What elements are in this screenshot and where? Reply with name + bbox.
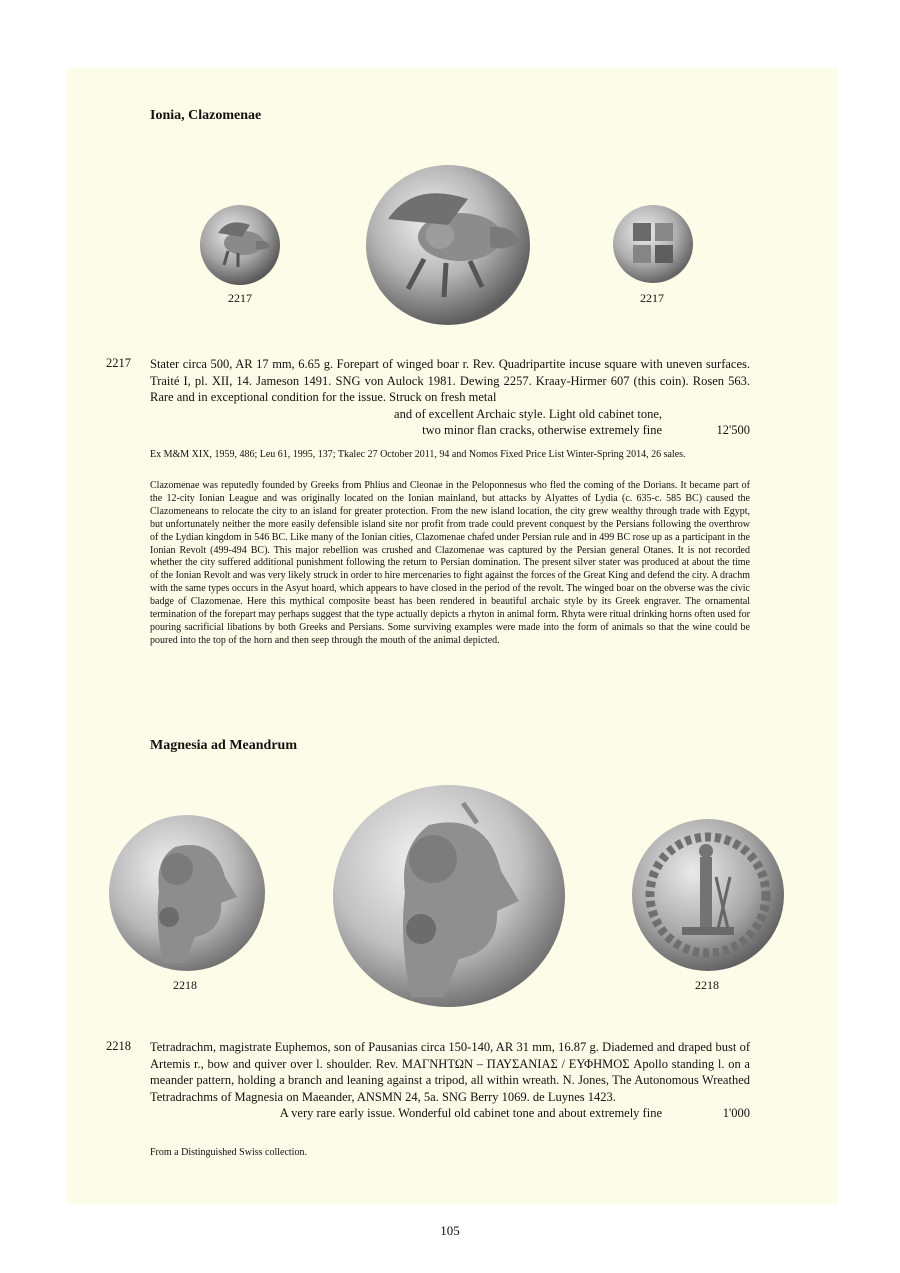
coin-2217-obverse-large-image [364, 163, 532, 327]
coin-2218-obverse-large-image [331, 783, 567, 1009]
lot-description-text: Stater circa 500, AR 17 mm, 6.65 g. Forepart of winged boar r. Rev. Quadripartite incuse square with uneven surfaces. Traité I, pl. XII, 14. Jameson 1491. SNG von Aulock 1981. Dewing 2257. Kraay-Hirmer 607 (this coin). Rosen 563. Rare and in exceptional condition for the issue. Struck on fresh metal [150, 357, 750, 404]
coin-2218-reverse-image [630, 817, 786, 973]
essay-2217: Clazomenae was reputedly founded by Greeks from Phlius and Cleonae in the Peloponnesus who fled the coming of the Dorians. It became part of the 12-city Ionian League and was originally located on the Ionian mainland, but attacks by Alyattes of Lydia (c. 635-c. 585 BC) caused the Clazomeneans to relocate the city to an island for greater protection. From the new island location, the city grew wealthy through trade with Egypt, but unfortunately neither the more easily defensible island site nor profit from trade could prevent conquest by the Persians following the overthrow of the Lydian kingdom in 546 BC. Like many of the Ionian cities, Clazomenae chafed under Persian rule and in 499 BC rose up as a participant in the Ionian Revolt (499-494 BC). This major rebellion was crushed and Clazomenae was captured by the Persian general Otanes. It is not recorded whether the city suffered additional punishment following the return to Persian domination. The present silver stater was produced at about the time of the Ionian Revolt and was very likely struck in order to hire mercenaries to fight against the forces of the Great King and defend the city. A drachm with the same types occurs in the Asyut hoard, which appears to have closed in the period of the revolt. The winged boar on the obverse was the civic badge of Clazomenae. Here this mythical composite beast has been rendered in beautiful archaic style by its Greek engraver. The ornamental termination of the forepart may perhaps suggest that the type actually depicts a rhyton in animal form. Rhyta were ritual drinking horns often used for pouring sacrificial libations by both Greeks and Persians. Some surviving examples were made into the form of animals so that the wine could be poured into the top of the horn and then seep through the mouth of the animal depicted. [150, 480, 750, 646]
lot-number-2217: 2217 [106, 356, 131, 370]
grade-line: and of excellent Archaic style. Light old cabinet tone, [394, 406, 662, 421]
coin-label-2218-left: 2218 [173, 978, 197, 992]
provenance-2217: Ex M&M XIX, 1959, 486; Leu 61, 1995, 137; Tkalec 27 October 2011, 94 and Nomos Fixed Price List Winter-Spring 2014, 26 sales. [150, 449, 686, 460]
coin-2217-reverse-image [611, 203, 695, 285]
lot-price-2218: 1'000 [722, 1106, 750, 1120]
coin-label-2218-right: 2218 [695, 978, 719, 992]
coin-label-2217-left: 2217 [228, 291, 252, 305]
grade-line: A very rare early issue. Wonderful old cabinet tone and about extremely fine 1'000 [279, 1106, 750, 1120]
lot-description-2218 [150, 1039, 750, 1122]
lot-number-2218: 2218 [106, 1039, 131, 1053]
section-title-magnesia: Magnesia ad Meandrum [150, 738, 297, 753]
coin-2217-obverse-small-image [198, 203, 282, 287]
page-number: 105 [440, 1223, 460, 1238]
coin-2218-obverse-small-image [107, 813, 267, 973]
coin-label-2217-right: 2217 [640, 291, 664, 305]
provenance-2218: From a Distinguished Swiss collection. [150, 1147, 307, 1158]
grade-line: two minor flan cracks, otherwise extremely fine 12'500 [422, 423, 750, 437]
lot-description-2217 [150, 356, 750, 439]
lot-description-text: Tetradrachm, magistrate Euphemos, son of Pausanias circa 150-140, AR 31 mm, 16.87 g. Diademed and draped bust of Artemis r., bow and quiver over l. shoulder. Rev. ΜΑΓΝΗΤΩΝ – ΠΑΥΣΑΝΙΑΣ / ΕΥΦΗΜΟΣ Apollo standing l. on a meander pattern, holding a branch and leaning against a tripod, all within wreath. N. Jones, The Autonomous Wreathed Tetradrachms of Magnesia on Maeander, ANSMN 24, 5a. SNG Berry 1069. de Luynes 1423. [150, 1040, 750, 1104]
lot-price-2217: 12'500 [716, 423, 750, 437]
section-title-clazomenae: Ionia, Clazomenae [150, 108, 262, 123]
